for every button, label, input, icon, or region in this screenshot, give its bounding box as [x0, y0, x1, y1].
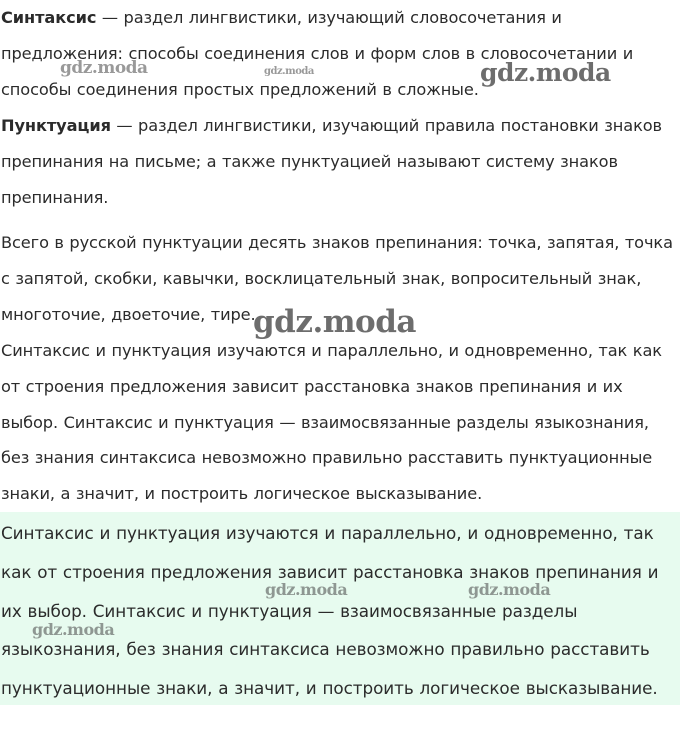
watermark-logo: gdz.moda	[60, 58, 148, 78]
paragraph-punctuation-text: — раздел лингвистики, изучающий правила постановки знаков препинания на письме; а также пунктуацией называют систему знаков препинания.	[1, 116, 662, 207]
watermark-logo: gdz.moda	[468, 580, 551, 599]
watermark-logo: gdz.moda	[480, 58, 611, 87]
watermark-logo: gdz.moda	[265, 580, 348, 599]
paragraph-syntax-punctuation-relation: Синтаксис и пунктуация изучаются и параллельно, и одновременно, так как от строения предложения зависит расстановка знаков препинания и их выбор. Синтаксис и пунктуация — взаимосвязанные разделы языкознания, без знания синтаксиса невозможно правильно расставить пунктуационные знаки, а значит, и построить логическое высказывание.	[1, 341, 662, 504]
paragraph-punctuation-definition	[1, 108, 677, 215]
paragraph-punctuation-marks: Всего в русской пунктуации десять знаков препинания: точка, запятая, точка с запятой, скобки, кавычки, восклицательный знак, вопросительный знак, многоточие, двоеточие, тире.	[1, 233, 673, 324]
term-punctuation: Пунктуация	[1, 116, 111, 135]
watermark-logo: gdz.moda	[253, 304, 416, 340]
paragraph-syntax-text: — раздел лингвистики, изучающий словосочетания и предложения: способы соединения слов и форм слов в словосочетании и способы соединения простых предложений в сложные.	[1, 8, 634, 99]
answer-text: Синтаксис и пунктуация изучаются и параллельно, и одновременно, так как от строения предложения зависит расстановка знаков препинания и их выбор. Синтаксис и пунктуация — взаимосвязанные разделы языкознания, без знания синтаксиса невозможно правильно расставить пунктуационные знаки, а значит, и построить логическое высказывание.	[1, 523, 659, 699]
term-syntax: Синтаксис	[1, 8, 97, 27]
watermark-logo: gdz.moda	[264, 66, 314, 77]
paragraph-syntax-definition	[1, 0, 677, 107]
watermark-logo: gdz.moda	[32, 620, 115, 639]
